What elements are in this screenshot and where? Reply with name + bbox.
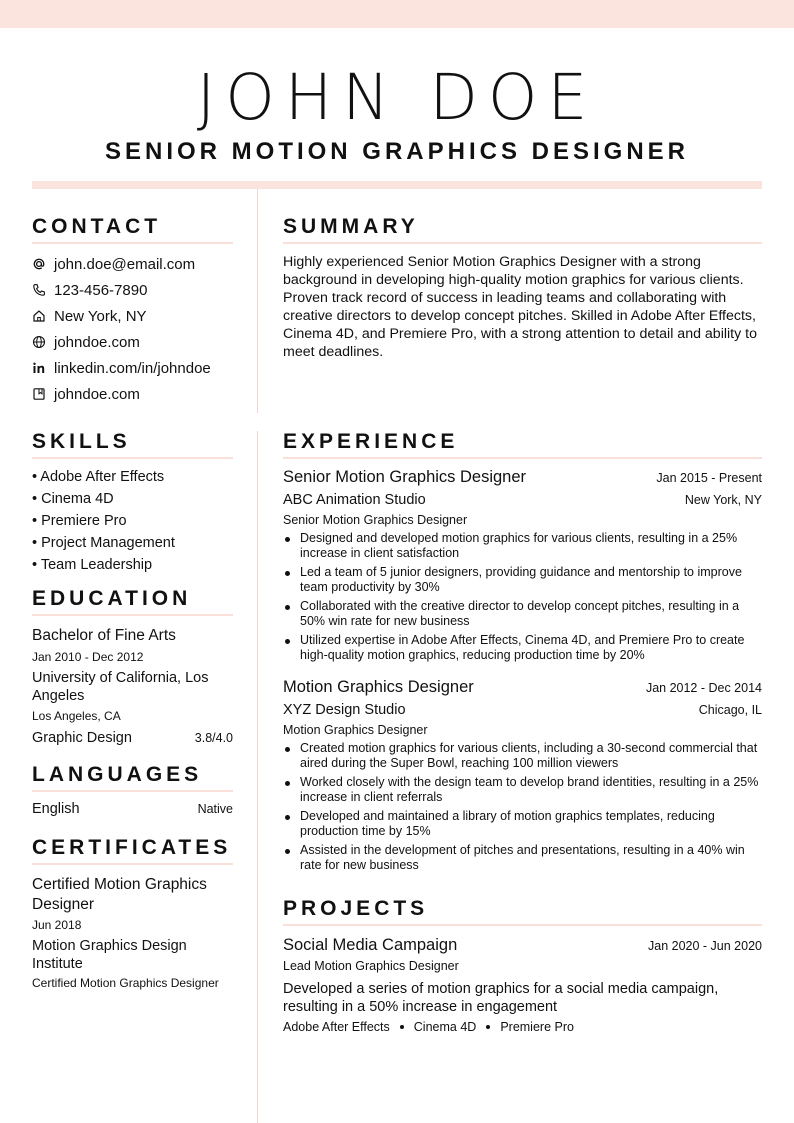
contact-email[interactable] (32, 251, 233, 277)
education-school: University of California, Los Angeles (32, 670, 209, 704)
job-bullet: Developed and maintained a library of motion graphics templates, reducing production time by 15% (283, 809, 762, 839)
job-company: XYZ Design Studio (283, 702, 406, 718)
skill-item: • Team Leadership (32, 557, 153, 573)
project-tool: Adobe After Effects (283, 1020, 390, 1034)
top-accent-band (0, 0, 794, 28)
job-company: ABC Animation Studio (283, 492, 426, 508)
phone-icon (32, 283, 46, 297)
globe-icon (32, 335, 46, 349)
project-dates: Jan 2020 - Jun 2020 (648, 939, 762, 953)
job-bullet: Collaborated with the creative director to develop concept pitches, resulting in a 50% win rate for new business (283, 599, 762, 629)
education-section (32, 586, 233, 747)
project-title: Social Media Campaign (283, 936, 458, 954)
job-bullet: Designed and developed motion graphics for various clients, resulting in a 25% increase in client satisfaction (283, 531, 762, 561)
language-name: English (32, 801, 80, 817)
skill-item: • Adobe After Effects (32, 469, 165, 485)
header-divider (32, 181, 762, 189)
experience-heading: EXPERIENCE (283, 429, 762, 459)
education-major: Graphic Design (32, 730, 132, 746)
education-degree: Bachelor of Fine Arts (32, 627, 176, 644)
skill-item: • Premiere Pro (32, 513, 127, 529)
candidate-name: JOHN DOE (196, 61, 598, 134)
linkedin-icon (32, 361, 46, 375)
project-tools (283, 1019, 762, 1035)
education-heading: EDUCATION (32, 586, 233, 616)
job-title: Senior Motion Graphics Designer (283, 468, 527, 486)
certificate-description: Certified Motion Graphics Designer (32, 976, 219, 990)
job-bullet: Assisted in the development of pitches and presentations, resulting in a 40% win rate for new business (283, 843, 762, 873)
certificate-issuer: Motion Graphics Design Institute (32, 938, 187, 972)
candidate-title: SENIOR MOTION GRAPHICS DESIGNER (104, 138, 690, 165)
languages-section (32, 762, 233, 818)
project-tool: Cinema 4D (413, 1020, 477, 1034)
contact-section (32, 214, 233, 407)
skills-section (32, 429, 233, 576)
contact-location (32, 303, 233, 329)
education-gpa: 3.8/4.0 (194, 731, 233, 745)
contact-phone-text: 123-456-7890 (54, 281, 148, 299)
job-dates: Jan 2012 - Dec 2014 (645, 681, 762, 695)
contact-website-text: johndoe.com (54, 333, 140, 351)
contact-portfolio-text: johndoe.com (54, 385, 140, 403)
project-tool: Premiere Pro (500, 1020, 574, 1034)
contact-heading: CONTACT (32, 214, 233, 244)
contact-website[interactable] (32, 329, 233, 355)
summary-heading: SUMMARY (283, 214, 762, 244)
contact-portfolio[interactable] (32, 381, 233, 407)
skills-heading: SKILLS (32, 429, 233, 459)
job-bullet: Created motion graphics for various clients, including a 30-second commercial that aired during the Super Bowl, reaching 100 million viewers (283, 741, 762, 771)
job-bullet: Worked closely with the design team to develop brand identities, resulting in a 25% increase in client referrals (283, 775, 762, 805)
portfolio-icon (32, 387, 46, 401)
certificates-section (32, 835, 233, 991)
experience-section (283, 429, 762, 877)
job-location: Chicago, IL (698, 703, 762, 717)
language-row (32, 800, 233, 818)
at-icon (32, 257, 46, 271)
column-divider (257, 189, 258, 1123)
contact-linkedin-text: linkedin.com/in/johndoe (54, 359, 211, 377)
certificates-heading: CERTIFICATES (32, 835, 233, 865)
project-role: Lead Motion Graphics Designer (283, 959, 459, 973)
job-location: New York, NY (684, 493, 762, 507)
home-icon (32, 309, 46, 323)
job-entry (283, 677, 762, 873)
education-location: Los Angeles, CA (32, 709, 121, 723)
contact-linkedin[interactable] (32, 355, 233, 381)
job-bullet: Led a team of 5 junior designers, providing guidance and mentorship to improve team productivity by 30% (283, 565, 762, 595)
summary-text: Highly experienced Senior Motion Graphics Designer with a strong background in developing high-quality motion graphics for various clients. Proven track record of success in leading teams and collaborating with creative directors to develop concept pitches. Skilled in Adobe After Effects, Cinema 4D, and Premiere Pro, with a strong attention to detail and ability to meet deadlines. (283, 254, 757, 360)
job-title: Motion Graphics Designer (283, 678, 474, 696)
contact-phone[interactable] (32, 277, 233, 303)
skill-item: • Project Management (32, 535, 175, 551)
certificate-date: Jun 2018 (32, 918, 82, 932)
contact-location-text: New York, NY (54, 307, 147, 325)
summary-section (283, 214, 762, 361)
contact-email-text: john.doe@email.com (54, 255, 196, 273)
job-role: Motion Graphics Designer (283, 723, 428, 737)
project-description: Developed a series of motion graphics for a social media campaign, resulting in a 50% increase in engagement (283, 981, 719, 1015)
job-dates: Jan 2015 - Present (656, 471, 762, 485)
projects-heading: PROJECTS (283, 896, 762, 926)
languages-heading: LANGUAGES (32, 762, 233, 792)
education-dates: Jan 2010 - Dec 2012 (32, 650, 144, 664)
language-level: Native (197, 802, 233, 816)
job-role: Senior Motion Graphics Designer (283, 513, 468, 527)
projects-section (283, 896, 762, 1035)
certificate-title: Certified Motion Graphics Designer (32, 876, 207, 913)
job-entry (283, 467, 762, 663)
job-bullet: Utilized expertise in Adobe After Effects, Cinema 4D, and Premiere Pro to create high-quality motion graphics, reducing production time by 20% (283, 633, 762, 663)
skill-item: • Cinema 4D (32, 491, 114, 507)
